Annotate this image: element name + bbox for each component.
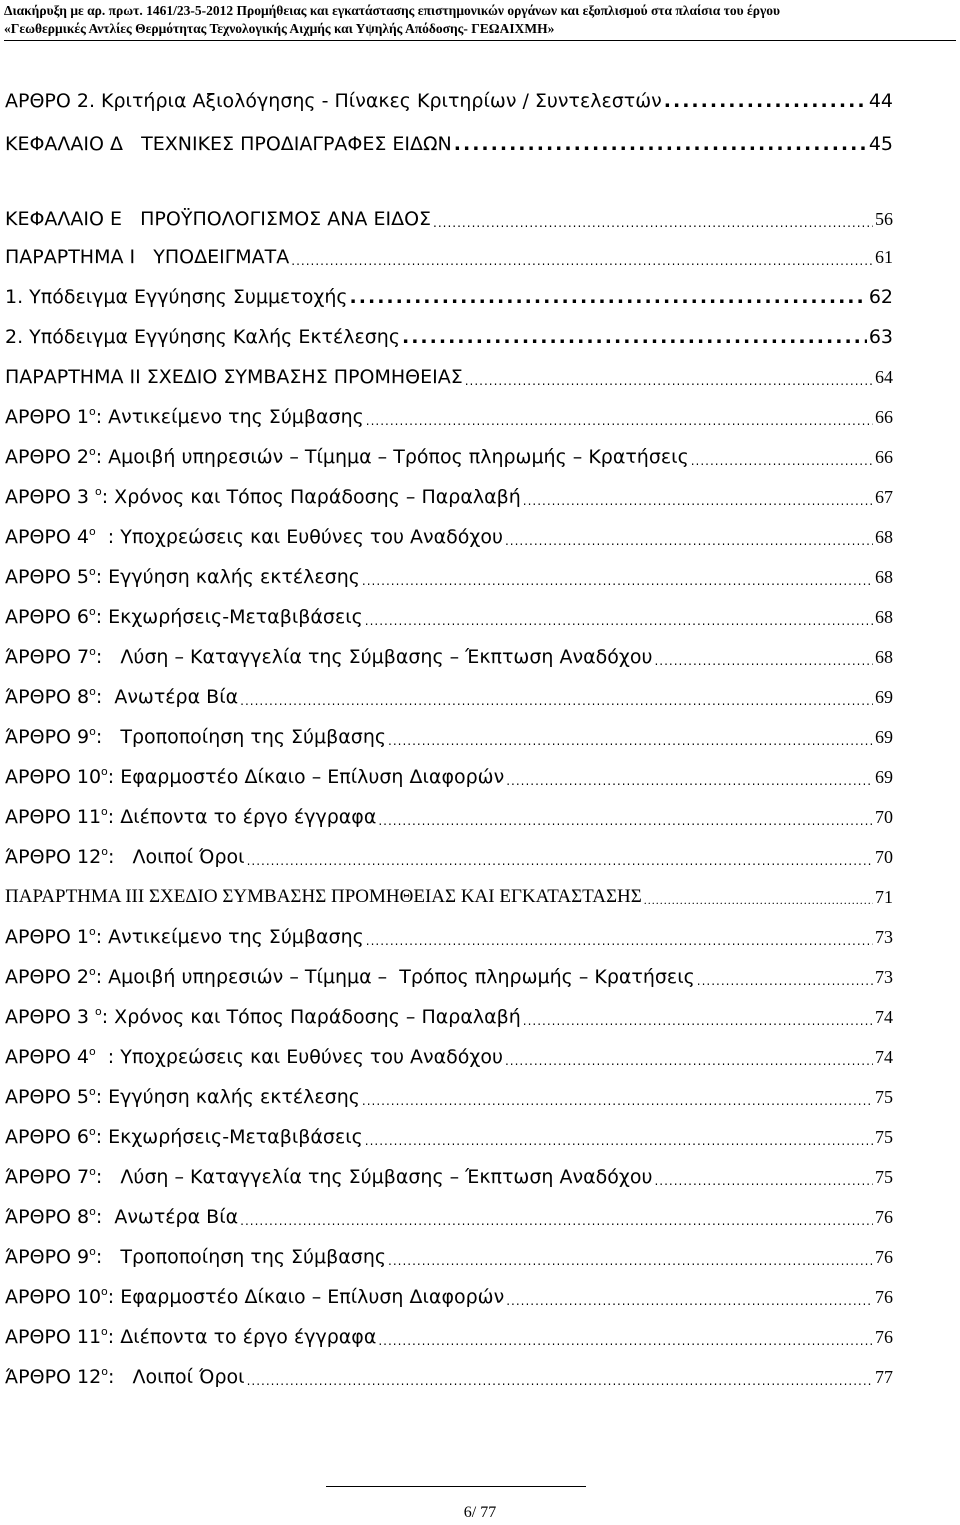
toc-entry[interactable]: [5, 468, 893, 508]
toc-leader: [378, 1334, 873, 1348]
toc-entry-page: 73: [875, 967, 893, 987]
toc-leader: [366, 934, 873, 948]
article-title: : Λοιποί Όροι: [107, 846, 245, 868]
toc-entry-title: ΚΕΦΑΛΑΙΟ Ε ΠΡΟΫΠΟΛΟΓΙΣΜΟΣ ΑΝΑ ΕΙΔΟΣ: [5, 208, 432, 230]
toc-entry-title: [5, 485, 521, 508]
toc-entry[interactable]: [5, 115, 893, 155]
article-title: : Εφαρμοστέο Δίκαιο – Επίλυση Διαφορών: [107, 1286, 505, 1308]
toc-entry-page: 74: [875, 1047, 893, 1067]
toc-entry-title: [5, 1285, 504, 1308]
toc-entry[interactable]: [5, 948, 893, 988]
toc-entry[interactable]: [5, 1068, 893, 1108]
toc-leader: [506, 774, 873, 788]
toc-entry[interactable]: [5, 548, 893, 588]
toc-leader: [362, 1094, 873, 1108]
article-label: ΑΡΘΡΟ 4: [5, 526, 89, 548]
toc-entry[interactable]: [5, 72, 893, 112]
toc-leader: [365, 1134, 873, 1148]
article-title: : Αντικείμενο της Σύμβασης: [95, 926, 364, 948]
article-label: ΆΡΘΡΟ 12: [5, 846, 102, 868]
toc-entry[interactable]: [5, 1188, 893, 1228]
ordinal-marker: ο: [88, 565, 96, 578]
toc-entry-page: 66: [875, 407, 893, 427]
header-divider: [4, 40, 956, 41]
toc-leader: [697, 974, 873, 988]
ordinal-marker: ο: [89, 1165, 96, 1178]
toc-entry-page: 69: [875, 687, 893, 707]
article-title: : Χρόνος και Τόπος Παράδοσης – Παραλαβή: [101, 1006, 521, 1028]
ordinal-marker: ο: [95, 485, 102, 498]
toc-leader: [365, 614, 873, 628]
article-label: ΑΡΘΡΟ 6: [5, 1126, 89, 1148]
article-label: ΑΡΘΡΟ 5: [5, 1086, 89, 1108]
toc-entry-page: 68: [875, 607, 893, 627]
toc-entry-page: 56: [875, 209, 893, 229]
toc-leader: [654, 654, 873, 668]
toc-entry-page: 75: [875, 1127, 893, 1147]
article-label: ΑΡΘΡΟ 11: [5, 1326, 102, 1348]
article-label: ΑΡΘΡΟ 3: [5, 486, 95, 508]
article-title: : Υποχρεώσεις και Ευθύνες του Αναδόχου: [95, 526, 503, 548]
header-line-2: «Γεωθερμικές Αντλίες Θερμότητας Τεχνολογικής Αιχμής και Υψηλής Απόδοσης- ΓΕΩΑΙΧΜΗ»: [4, 21, 555, 36]
toc-entry-page: 68: [875, 527, 893, 547]
article-title: : Εφαρμοστέο Δίκαιο – Επίλυση Διαφορών: [107, 766, 505, 788]
toc-leader: [402, 326, 867, 348]
toc-entry-title: [5, 765, 504, 788]
toc-entry-page: 44: [868, 90, 893, 112]
toc-leader: [644, 893, 873, 908]
toc-entry-page: 70: [875, 807, 893, 827]
toc-entry-title: 2. Υπόδειγμα Εγγύησης Καλής Εκτέλεσης: [5, 326, 400, 348]
article-title: : Χρόνος και Τόπος Παράδοσης – Παραλαβή: [101, 486, 521, 508]
toc-entry-title: [5, 1165, 652, 1188]
toc-entry[interactable]: [5, 1108, 893, 1148]
toc-entry-page: 66: [875, 447, 893, 467]
article-label: ΑΡΘΡΟ 6: [5, 606, 89, 628]
toc-leader: [454, 133, 867, 155]
toc-entry[interactable]: [5, 1228, 893, 1268]
toc-leader: [523, 494, 873, 508]
toc-entry[interactable]: [5, 988, 893, 1028]
toc-leader: [654, 1174, 873, 1188]
toc-leader: [691, 454, 873, 468]
ordinal-marker: ο: [88, 1045, 96, 1058]
article-title: : Τροποποίηση της Σύμβασης: [95, 726, 387, 748]
page-number: 6/ 77: [463, 1504, 497, 1521]
article-label: ΑΡΘΡΟ 4: [5, 1046, 89, 1068]
article-title: : Αμοιβή υπηρεσιών – Τίμημα – Τρόπος πληρωμής – Κρατήσεις: [95, 966, 695, 988]
toc-entry[interactable]: [5, 1148, 893, 1188]
toc-entry-title: [5, 805, 376, 828]
toc-entry-page: 73: [875, 927, 893, 947]
article-label: ΆΡΘΡΟ 9: [5, 1246, 90, 1268]
toc-entry-page: 61: [875, 247, 893, 267]
toc-entry[interactable]: [5, 348, 893, 388]
toc-entry[interactable]: [5, 868, 893, 908]
toc-leader: [378, 814, 873, 828]
ordinal-marker: ο: [89, 1205, 96, 1218]
toc-entry-title: [5, 405, 364, 428]
ordinal-marker: ο: [88, 525, 96, 538]
article-label: ΑΡΘΡΟ 1: [5, 406, 89, 428]
article-title: : Εγγύηση καλής εκτέλεσης: [95, 1086, 360, 1108]
toc-entry[interactable]: [5, 1028, 893, 1068]
toc-leader: [465, 374, 873, 388]
article-label: ΑΡΘΡΟ 2: [5, 966, 89, 988]
article-title: : Αντικείμενο της Σύμβασης: [95, 406, 364, 428]
toc-entry[interactable]: [5, 1268, 893, 1308]
toc-entry[interactable]: [5, 668, 893, 708]
toc-entry-title: [5, 1365, 245, 1388]
toc-leader: [366, 414, 873, 428]
toc-entry-page: 74: [875, 1007, 893, 1027]
toc-entry-title: [5, 965, 695, 988]
ordinal-marker: ο: [88, 1125, 96, 1138]
toc-entry-title: ΠΑΡΑΡΤΗΜΑ ΙΙΙ ΣΧΕΔΙΟ ΣΥΜΒΑΣΗΣ ΠΡΟΜΗΘΕΙΑΣ ΚΑΙ ΕΓΚΑΤΑΣΤΑΣΗΣ: [5, 886, 642, 907]
toc-entry-title: [5, 845, 245, 868]
article-title: : Ανωτέρα Βία: [95, 1206, 239, 1228]
toc-entry-page: 71: [875, 887, 893, 907]
toc-entry-title: [5, 685, 238, 708]
article-title: : Τροποποίηση της Σύμβασης: [95, 1246, 387, 1268]
article-title: : Λοιποί Όροι: [107, 1366, 245, 1388]
toc-entry-page: 62: [868, 286, 893, 308]
ordinal-marker: ο: [101, 845, 108, 858]
ordinal-marker: ο: [88, 1085, 96, 1098]
toc-entry-title: [5, 925, 364, 948]
article-label: ΆΡΘΡΟ 7: [5, 646, 90, 668]
toc-entry[interactable]: [5, 748, 893, 788]
toc-entry[interactable]: [5, 588, 893, 628]
toc-entry-title: [5, 1045, 503, 1068]
document-header: [4, 2, 956, 38]
toc-entry-page: 69: [875, 767, 893, 787]
article-title: : Εκχωρήσεις-Μεταβιβάσεις: [95, 606, 363, 628]
ordinal-marker: ο: [89, 685, 96, 698]
toc-entry[interactable]: [5, 1308, 893, 1348]
article-title: : Διέποντα το έργο έγγραφα: [107, 1326, 377, 1348]
toc-leader: [523, 1014, 873, 1028]
toc-leader: [388, 734, 873, 748]
toc-entry-title: [5, 565, 360, 588]
toc-entry-title: [5, 645, 652, 668]
article-title: : Λύση – Καταγγελία της Σύμβασης – Έκπτωση Αναδόχου: [95, 1166, 653, 1188]
header-line-1: Διακήρυξη με αρ. πρωτ. 1461/23-5-2012 Προμήθειας και εγκατάστασης επιστημονικών οργάνων και εξοπλισμού στα πλαίσια του έργου: [4, 3, 781, 18]
article-label: ΑΡΘΡΟ 11: [5, 806, 102, 828]
toc-entry[interactable]: [5, 788, 893, 828]
article-title: : Εκχωρήσεις-Μεταβιβάσεις: [95, 1126, 363, 1148]
toc-entry[interactable]: [5, 228, 893, 268]
toc-leader: [247, 1374, 873, 1388]
toc-entry[interactable]: [5, 388, 893, 428]
article-label: ΑΡΘΡΟ 10: [5, 766, 102, 788]
toc-entry-page: 70: [875, 847, 893, 867]
toc-entry-title: ΑΡΘΡΟ 2. Κριτήρια Αξιολόγησης - Πίνακες Κριτηρίων / Συντελεστών: [5, 90, 662, 112]
toc-entry[interactable]: [5, 508, 893, 548]
toc-entry-title: ΠΑΡΑΡΤΗΜΑ ΙΙ ΣΧΕΔΙΟ ΣΥΜΒΑΣΗΣ ΠΡΟΜΗΘΕΙΑΣ: [5, 366, 463, 388]
toc-entry-title: [5, 525, 503, 548]
ordinal-marker: ο: [88, 965, 96, 978]
toc-entry-page: 64: [875, 367, 893, 387]
toc-entry[interactable]: [5, 708, 893, 748]
toc-entry-title: [5, 445, 689, 468]
toc-entry-page: 76: [875, 1327, 893, 1347]
toc-entry[interactable]: [5, 308, 893, 348]
toc-entry[interactable]: [5, 908, 893, 948]
toc-entry-title: [5, 1005, 521, 1028]
ordinal-marker: ο: [101, 765, 108, 778]
article-label: ΆΡΘΡΟ 9: [5, 726, 90, 748]
toc-leader: [664, 90, 867, 112]
ordinal-marker: ο: [88, 925, 96, 938]
toc-entry-title: [5, 1125, 363, 1148]
toc-entry[interactable]: [5, 428, 893, 468]
ordinal-marker: ο: [101, 1285, 108, 1298]
toc-leader: [388, 1254, 873, 1268]
article-label: ΑΡΘΡΟ 1: [5, 926, 89, 948]
toc-leader: [350, 286, 867, 308]
toc-leader: [505, 534, 873, 548]
article-title: : Ανωτέρα Βία: [95, 686, 239, 708]
ordinal-marker: ο: [88, 405, 96, 418]
article-title: : Εγγύηση καλής εκτέλεσης: [95, 566, 360, 588]
toc-entry[interactable]: [5, 268, 893, 308]
article-title: : Λύση – Καταγγελία της Σύμβασης – Έκπτωση Αναδόχου: [95, 646, 653, 668]
toc-entry[interactable]: [5, 828, 893, 868]
article-label: ΆΡΘΡΟ 12: [5, 1366, 102, 1388]
toc-entry-title: [5, 1205, 238, 1228]
ordinal-marker: ο: [89, 1245, 96, 1258]
toc-entry-page: 68: [875, 567, 893, 587]
toc-entry[interactable]: [5, 628, 893, 668]
ordinal-marker: ο: [101, 1365, 108, 1378]
toc-entry-page: 76: [875, 1207, 893, 1227]
ordinal-marker: ο: [101, 805, 108, 818]
footer-divider: [326, 1486, 586, 1487]
toc-entry-title: [5, 1325, 376, 1348]
ordinal-marker: ο: [89, 645, 96, 658]
article-label: ΑΡΘΡΟ 3: [5, 1006, 95, 1028]
article-label: ΑΡΘΡΟ 5: [5, 566, 89, 588]
toc-leader: [291, 254, 873, 268]
toc-entry-page: 67: [875, 487, 893, 507]
toc-entry-page: 63: [868, 326, 893, 348]
ordinal-marker: ο: [95, 1005, 102, 1018]
toc-entry-page: 76: [875, 1287, 893, 1307]
toc-entry-page: 75: [875, 1167, 893, 1187]
toc-entry[interactable]: [5, 190, 893, 230]
ordinal-marker: ο: [88, 445, 96, 458]
article-label: ΆΡΘΡΟ 8: [5, 1206, 90, 1228]
article-title: : Υποχρεώσεις και Ευθύνες του Αναδόχου: [95, 1046, 503, 1068]
toc-entry-page: 68: [875, 647, 893, 667]
toc-entry-title: [5, 1245, 386, 1268]
page-footer: [0, 1504, 960, 1522]
toc-leader: [240, 1214, 873, 1228]
toc-entry-page: 45: [868, 133, 893, 155]
ordinal-marker: ο: [88, 605, 96, 618]
article-title: : Διέποντα το έργο έγγραφα: [107, 806, 377, 828]
toc-entry-page: 75: [875, 1087, 893, 1107]
toc-leader: [240, 694, 873, 708]
article-title: : Αμοιβή υπηρεσιών – Τίμημα – Τρόπος πληρωμής – Κρατήσεις: [95, 446, 689, 468]
toc-entry[interactable]: [5, 1348, 893, 1388]
toc-entry-page: 69: [875, 727, 893, 747]
toc-entry-title: [5, 725, 386, 748]
toc-leader: [506, 1294, 873, 1308]
toc-leader: [247, 854, 873, 868]
article-label: ΆΡΘΡΟ 8: [5, 686, 90, 708]
ordinal-marker: ο: [89, 725, 96, 738]
toc-entry-page: 76: [875, 1247, 893, 1267]
article-label: ΆΡΘΡΟ 7: [5, 1166, 90, 1188]
toc-entry-title: 1. Υπόδειγμα Εγγύησης Συμμετοχής: [5, 286, 348, 308]
toc-entry-title: ΠΑΡΑΡΤΗΜΑ Ι ΥΠΟΔΕΙΓΜΑΤΑ: [5, 246, 290, 268]
toc-entry-page: 77: [875, 1367, 893, 1387]
toc-entry-title: ΚΕΦΑΛΑΙΟ Δ ΤΕΧΝΙΚΕΣ ΠΡΟΔΙΑΓΡΑΦΕΣ ΕΙΔΩΝ: [5, 133, 452, 155]
ordinal-marker: ο: [101, 1325, 108, 1338]
toc-entry-title: [5, 605, 363, 628]
toc-entry-title: [5, 1085, 360, 1108]
article-label: ΑΡΘΡΟ 10: [5, 1286, 102, 1308]
toc-leader: [505, 1054, 873, 1068]
toc-leader: [362, 574, 873, 588]
article-label: ΑΡΘΡΟ 2: [5, 446, 89, 468]
